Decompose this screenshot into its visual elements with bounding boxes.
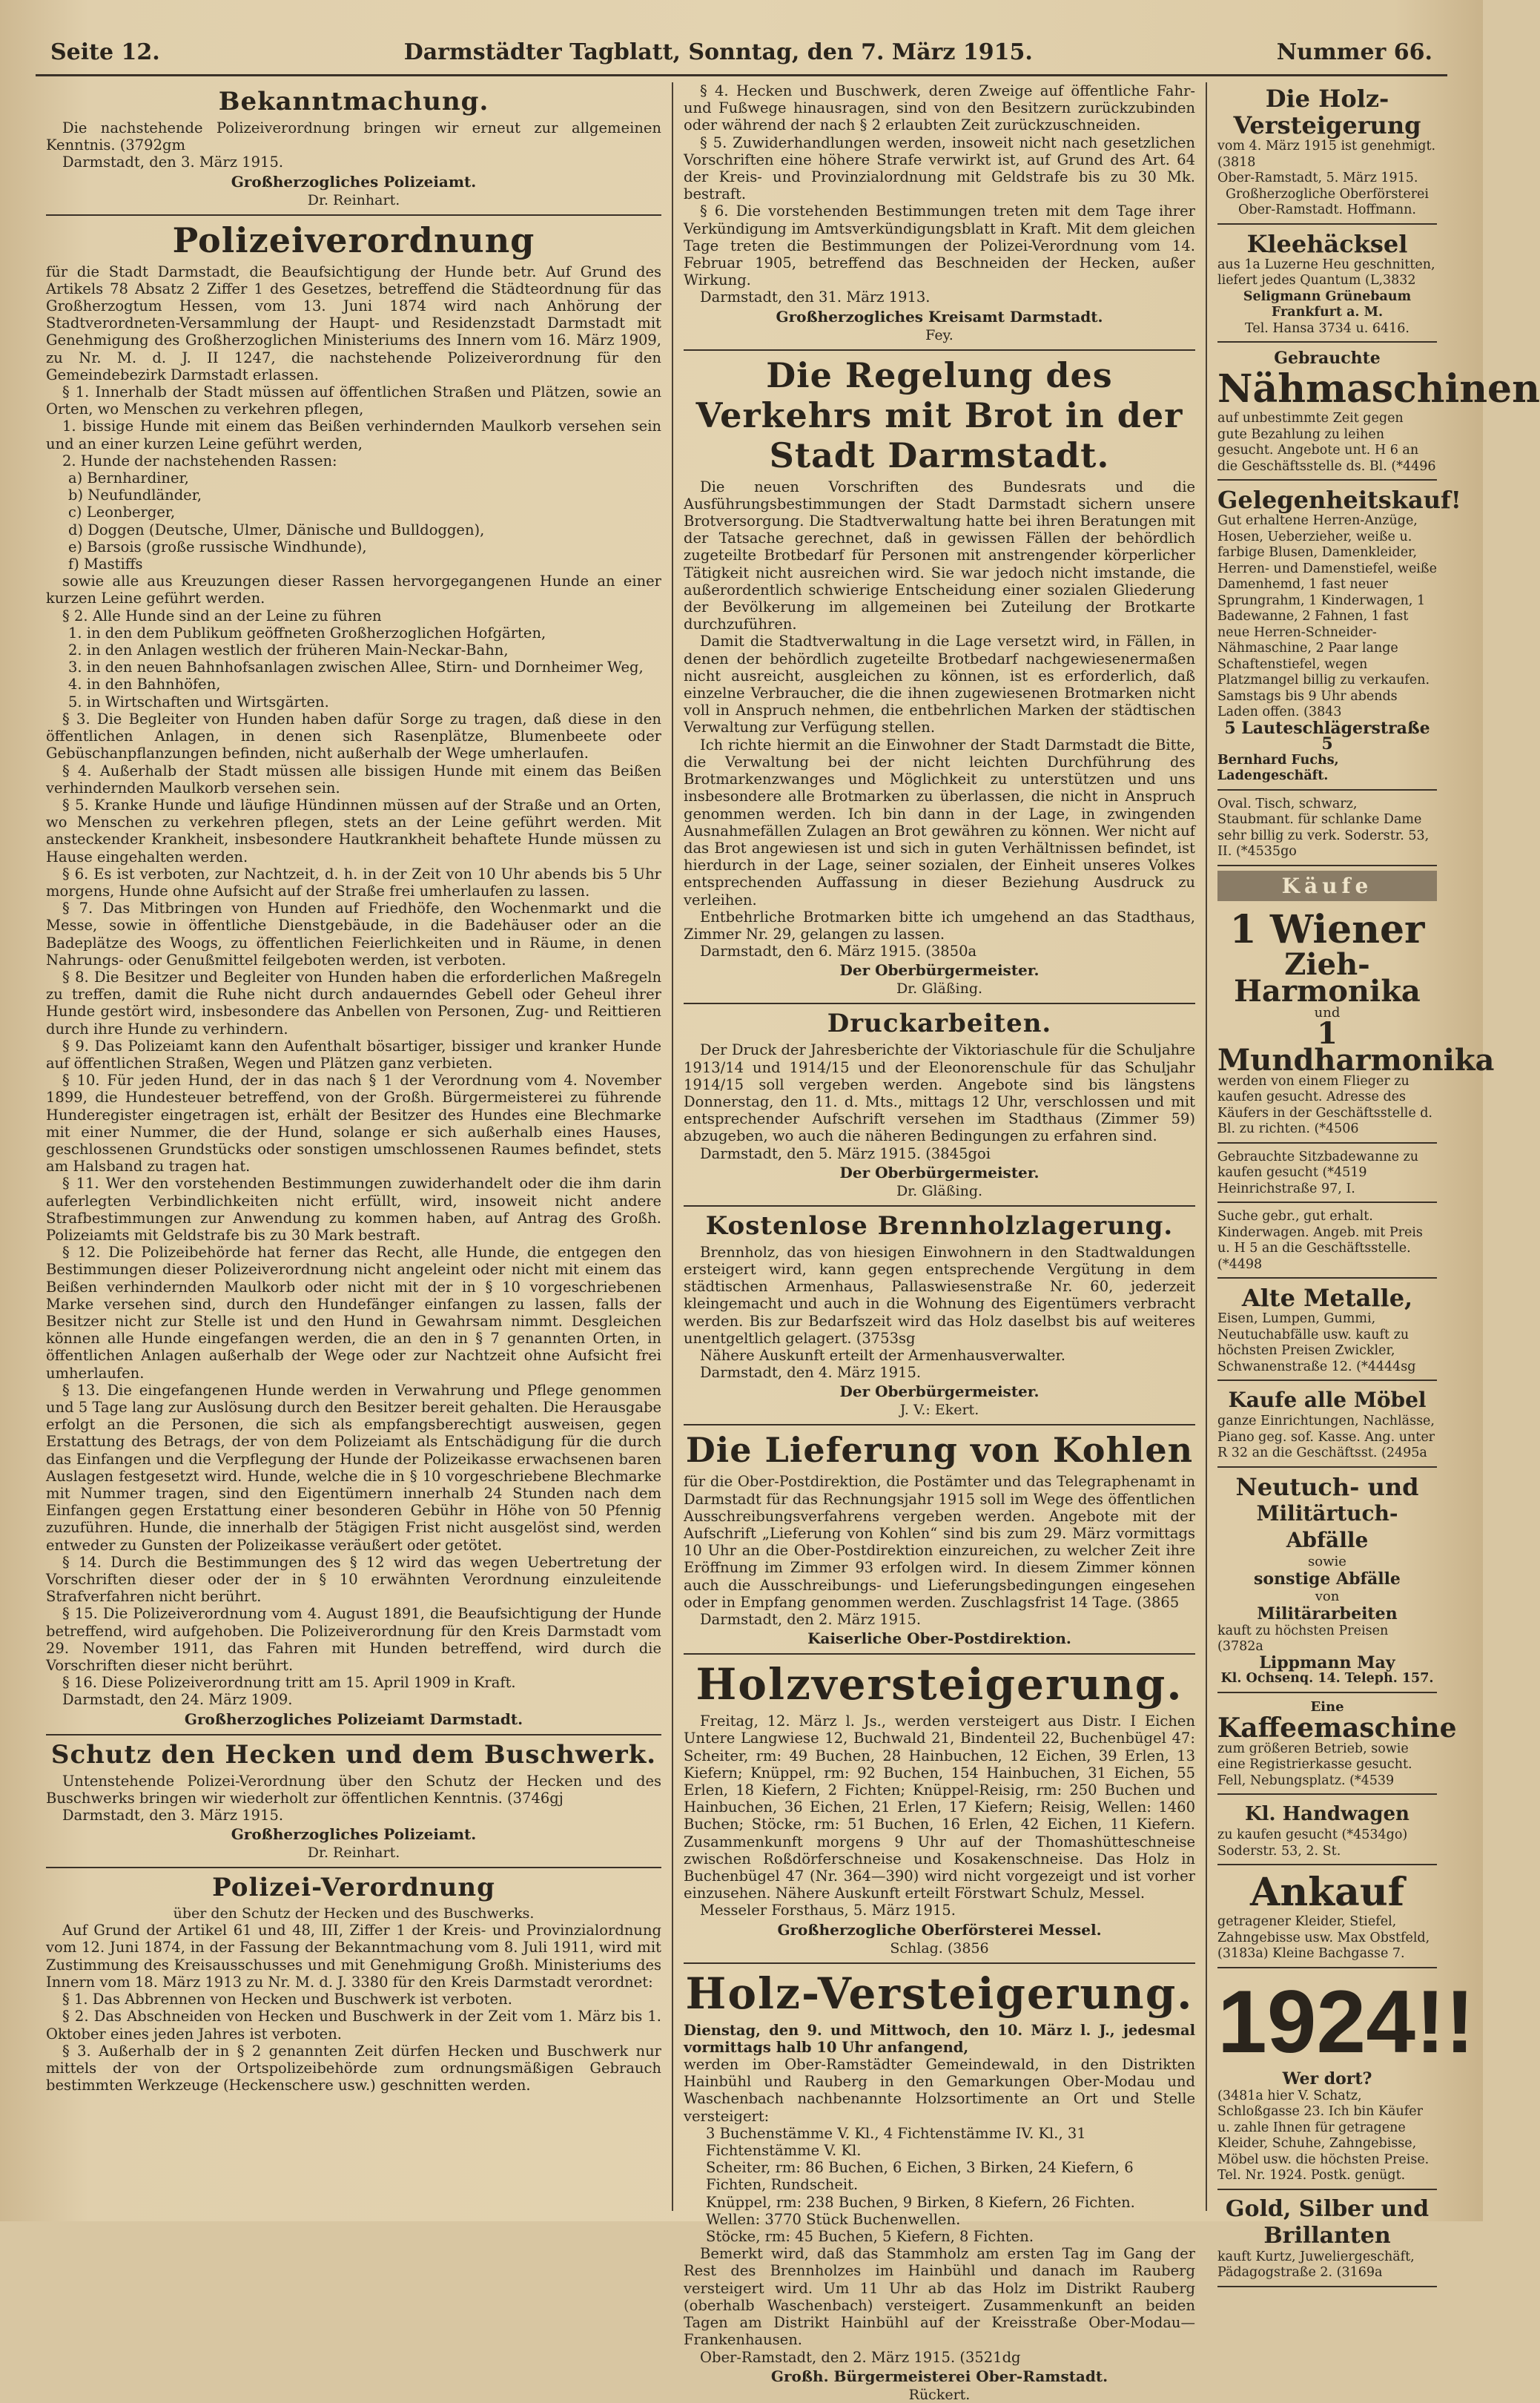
ad-line: sonstige Abfälle: [1254, 1569, 1401, 1589]
ad-line: von: [1315, 1588, 1340, 1604]
columns: [36, 82, 1540, 2403]
list-item: Stöcke, rm: 45 Buchen, 5 Kiefern, 8 Fichten.: [706, 2228, 1034, 2246]
article-intro: für die Stadt Darmstadt, die Beaufsichtigung der Hunde betr. Auf Grund des Artikels 78 Absatz 2 Ziffer 1 des Gesetzes, betreffend die Städteordnung für das Großherzogtum Hessen, vom 13. Juni 1874 wird nach Anhörung der Stadtverordneten-Versammlung der Haupt- und Residenzstadt Darmstadt mit Genehmigung des Großherzoglichen Ministeriums des Innern vom 16. März 1909, zu Nr. M. d. J. II 1247, die nachstehende Polizeiverordnung für den Gemeindebezirk Darmstadt erlassen.: [46, 263, 661, 383]
ad-1924: [1217, 1971, 1475, 2190]
breed-list: [68, 469, 661, 573]
ad-line: Militärarbeiten: [1257, 1603, 1398, 1624]
section-1: § 1. Das Abbrennen von Hecken und Buschwerk ist verboten.: [62, 1991, 512, 2008]
issue-number: Nummer 66.: [1276, 39, 1432, 65]
signature: Großherzogliche Oberförsterei Messel.: [777, 1920, 1102, 1939]
article-date: Darmstadt, den 5. März 1915. (3845goi: [700, 1144, 991, 1162]
ad-title: Kaufe alle Möbel: [1228, 1388, 1427, 1412]
newspaper-title: Darmstädter Tagblatt, Sonntag, den 7. März 1915.: [403, 39, 1033, 65]
article-bekanntmachung: [46, 87, 661, 208]
ad-moebel: [1217, 1384, 1437, 1468]
ad-address: Kl. Ochsenq. 14. Teleph. 157.: [1220, 1671, 1434, 1686]
ad-line: 1 Wiener: [1229, 906, 1425, 952]
section-banner-kaeufe: Käufe: [1217, 871, 1437, 901]
signature: Großherzogliches Kreisamt Darmstadt.: [776, 307, 1103, 326]
article-date: Darmstadt, den 24. März 1909.: [62, 1691, 293, 1709]
ad-title: Gelegenheitskauf!: [1217, 486, 1461, 514]
divider: [684, 1003, 1195, 1004]
article-title: Polizeiverordnung: [172, 220, 535, 260]
signature-name: Fey.: [925, 326, 954, 343]
article-title: Die Lieferung von Kohlen: [685, 1430, 1194, 1471]
wood-list: [706, 2125, 1195, 2245]
list-item: d) Doggen (Deutsche, Ulmer, Dänische und Bulldoggen),: [68, 521, 485, 538]
list-item: 3 Buchenstämme V. Kl., 4 Fichtenstämme IV. Kl., 31 Fichtenstämme V. Kl.: [706, 2124, 1086, 2160]
ad-title: Ankauf: [1249, 1870, 1405, 1915]
ad-text: zum größeren Betrieb, sowie eine Registrierkasse gesucht. Fell, Nebungsplatz. (*4539: [1217, 1741, 1412, 1788]
signature-name: Dr. Gläßing.: [896, 1182, 983, 1199]
article-text: Freitag, 12. März l. Js., werden versteigert aus Distr. I Eichen Untere Langwiese 12, Buchwald 21, Bindenteil 22, Buchenbügel 47: Scheiter, rm: 49 Buchen, 28 Hainbuchen, 12 Eichen, 39 Erlen, 13 Kiefern; Knüppel, rm: 92 Buchen, 154 Hainbuchen, 31 Eichen, 55 Erlen, 18 Kiefern, 2 Fichten; Knüppel-Reisig, rm: 250 Buchen und Hainbuchen, 36 Eichen, 21 Erlen, 17 Kiefern; Reisig, Wellen: 1460 Buchen; Stöcke, rm: 51 Buchen, 16 Erlen, 42 Eichen, 11 Kiefern. Zusammenkunft morgens 9 Uhr auf der Thomashütteschneise zwischen Roßdörferschneise und Kosakenschneise. Das Holz in Buchenbügel 47 (Nr. 364—390) wird nicht vorgezeigt und ist vorher einzusehen. Nähere Auskunft erteilt Förstwart Schulz, Messel.: [684, 1713, 1195, 1902]
ad-holz-versteigerung: [1217, 82, 1437, 225]
ad-title: Alte Metalle,: [1241, 1284, 1413, 1312]
article-text: Die nachstehende Polizeiverordnung bringen wir erneut zur allgemeinen Kenntnis. (3792gm: [46, 119, 661, 154]
ad-title: Die Holz-Versteigerung: [1233, 85, 1421, 139]
ad-text: zu kaufen gesucht (*4534go) Soderstr. 53, 2. St.: [1217, 1827, 1408, 1859]
section-11: § 11. Wer den vorstehenden Bestimmungen zuwiderhandelt oder die ihm darin auferlegten Verbindlichkeiten nicht erfüllt, wird, insoweit nicht andere Strafbestimmungen zur Anwendung zu kommen haben, auf Antrag des Großh. Polizeiamts mit Geldstrafe bis zu 30 Mark bestraft.: [46, 1175, 661, 1244]
article-date: Ober-Ramstadt, den 2. März 1915. (3521dg: [700, 2348, 1021, 2366]
list-item: f) Mastiffs: [68, 556, 143, 573]
ad-kaffeemaschine: [1217, 1696, 1457, 1796]
divider: [684, 1424, 1195, 1425]
ad-line: sowie: [1308, 1553, 1346, 1569]
article-title: Schutz den Hecken und dem Buschwerk.: [50, 1739, 657, 1770]
page-number: Seite 12.: [50, 39, 160, 65]
ad-text: aus 1a Luzerne Heu geschnitten, liefert jedes Quantum (L,3832: [1217, 257, 1435, 288]
ad-kleehaecksel: [1217, 228, 1437, 343]
article-text: für die Ober-Postdirektion, die Postämter und das Telegraphenamt in Darmstadt für das Rechnungsjahr 1915 soll im Wege des öffentlichen Ausschreibungsverfahrens vergeben werden. Angebote mit der Aufschrift „Lieferung von Kohlen“ sind bis zum 29. März vormittags 10 Uhr an die Ober-Postdirektion einzureichen, zu welcher Zeit ihre Eröffnung im Zimmer 93 erfolgen wird. In diesem Zimmer können auch die Ausschreibungs- und Lieferungsbedingungen eingesehen oder in Empfang genommen werden. Zuschlagsfrist 14 Tage. (3865: [684, 1473, 1195, 1611]
list-item: e) Barsois (große russische Windhunde),: [68, 538, 367, 556]
section-6: § 6. Es ist verboten, zur Nachtzeit, d. h. in der Zeit von 10 Uhr abends bis 5 Uhr morgens, Hunde ohne Aufsicht auf der Straße frei umherlaufen zu lassen.: [46, 865, 661, 900]
article-title: Holzversteigerung.: [695, 1659, 1183, 1710]
ad-naehmaschinen: [1217, 346, 1540, 481]
ad-text: ganze Einrichtungen, Nachlässe, Piano geg. sof. Kasse. Ang. unter R 32 an die Geschäftsst. (2495a: [1217, 1414, 1435, 1460]
ad-sitzbadewanne: [1217, 1147, 1437, 1204]
article-text: Die neuen Vorschriften des Bundesrats und die Ausführungsbestimmungen der Stadt Darmstadt sichern unsere Brotversorgung. Die Stadtverwaltung hatte bei ihren Beratungen mit der Tatsache gerechnet, daß in gewissen Fällen der behördlich zugeteilte Brotbedarf für Personen mit anstrengender körperlicher Tätigkeit nicht ausreichen wird. Sie war jedoch nicht imstande, die außerordentlich schwierige Entscheidung einer sozialen Gliederung der Bevölkerung im allgemeinen bei Zuteilung der Brotkarte durchzuführen.: [684, 478, 1195, 633]
ad-firm: Seligmann Grünebaum Frankfurt a. M.: [1243, 289, 1412, 320]
signature: Der Oberbürgermeister.: [839, 961, 1040, 980]
list-item: Wellen: 3770 Stück Buchenwellen.: [706, 2210, 961, 2228]
section-1b: 2. Hunde der nachstehenden Rassen:: [62, 452, 337, 469]
ad-line: und: [1314, 1004, 1341, 1021]
ad-pretitle: Gebrauchte: [1274, 349, 1381, 368]
signature-name: J. V.: Ekert.: [899, 1402, 979, 1419]
ad-text: Suche gebr., gut erhalt. Kinderwagen. Angeb. mit Preis u. H 5 an die Geschäftsstelle. (*4498: [1217, 1209, 1423, 1272]
section-1c: sowie alle aus Kreuzungen dieser Rassen hervorgegangenen Hunde an einer kurzen Leine geführt werden.: [46, 573, 661, 607]
ad-line: 1 Mundharmonika: [1217, 1015, 1495, 1078]
article-title: Bekanntmachung.: [218, 87, 489, 116]
divider: [684, 1205, 1195, 1207]
section-2: § 2. Alle Hunde sind an der Leine zu führen: [62, 607, 382, 624]
ad-text: kauft Kurtz, Juweliergeschäft, Pädagogstraße 2. (3169a: [1217, 2249, 1415, 2280]
article-text: Untenstehende Polizei-Verordnung über den Schutz der Hecken und des Buschwerks bringen wir wiederholt zur öffentlichen Kenntnis. (3746gj: [46, 1772, 661, 1807]
ad-text: kauft zu höchsten Preisen (3782a: [1217, 1623, 1389, 1654]
article-holz-versteigerung-2: [684, 1968, 1195, 2403]
article-date: Darmstadt, den 4. März 1915.: [700, 1364, 922, 1382]
ad-address: 5 Lauteschlägerstraße 5: [1224, 718, 1430, 754]
ad-text: getragener Kleider, Stiefel, Zahngebisse usw. Max Obstfeld, (3183a) Kleine Bachgasse 7.: [1217, 1914, 1430, 1961]
section-4: § 4. Hecken und Buschwerk, deren Zweige auf öffentliche Fahr- und Fußwege hinausragen, sind von den Besitzern zurückzubinden oder während der nach § 2 erlaubten Zeit zurückzuschneiden.: [684, 82, 1195, 134]
column-3-ads: [1207, 82, 1540, 2280]
ad-pretitle: Eine: [1310, 1698, 1344, 1715]
divider: [684, 1962, 1195, 1964]
article-title: Die Regelung des Verkehrs mit Brot in der Stadt Darmstadt.: [695, 355, 1183, 475]
article-lead: Dienstag, den 9. und Mittwoch, den 10. März l. J., jedesmal vormittags halb 10 Uhr anfangend,: [684, 2021, 1195, 2056]
list-item: 4. in den Bahnhöfen,: [68, 676, 221, 693]
article-text: Brennholz, das von hiesigen Einwohnern in den Stadtwaldungen ersteigert wird, kann gegen entsprechende Vergütung in dem städtischen Armenhaus, Pallaswiesenstraße Nr. 60, jederzeit kleingemacht und auch in die Wohnung des Eigentümers verbracht werden. Bis zur Bedarfszeit wird das Holz daselbst bis auf weiteres unentgeltlich gelagert. (3753sg: [684, 1243, 1195, 1347]
section-8: § 8. Die Besitzer und Begleiter von Hunden haben die erforderlichen Maßregeln zu treffen, damit die Ruhe nicht durch andauerndes Gebell oder Geheul ihrer Hunde gestört wird, insbesondere das Anbellen von Personen, Zug- und Reittieren durch ihre Hunde zu verhindern.: [46, 968, 661, 1038]
ad-title: Nähmaschinen: [1217, 366, 1540, 412]
article-polizeiverordnung: [46, 220, 661, 1728]
article-title: Druckarbeiten.: [827, 1009, 1052, 1039]
section-1a: 1. bissige Hunde mit einem das Beißen verhindernden Maulkorb versehen sein und an einer kurzen Leine geführt werden,: [46, 418, 661, 452]
section-7: § 7. Das Mitbringen von Hunden auf Friedhöfe, den Wochenmarkt und die Messe, sowie in öffentliche Dienstgebäude, in die Badehäuser oder an die Badeplätze des Woogs, zu öffentlichen Feierlichkeiten und in Räume, in denen Nahrungs- oder Genußmittel feilgeboten werden, ist verboten.: [46, 900, 661, 969]
ad-title: Kaffeemaschine: [1217, 1712, 1457, 1744]
section-12: § 12. Die Polizeibehörde hat ferner das Recht, alle Hunde, die entgegen den Bestimmungen dieser Polizeiverordnung nicht angeleint oder nicht mit einem das Beißen verhindernden Maulkorb oder nicht mit der in § 10 vorgeschriebenen Marke versehen sind, durch den Hundefänger einfangen zu lassen, falls der Besitzer nicht zur Stelle ist und den Hund in Gewahrsam nimmt. Desgleichen können alle Hunde eingefangen werden, die an den in § 7 genannten Orten, in öffentlichen Anlagen außerhalb der Wege oder zur Nachtzeit ohne Aufsicht frei umherlaufen.: [46, 1244, 661, 1382]
article-text: Bemerkt wird, daß das Stammholz am ersten Tag im Gang der Rest des Brennholzes im Hainbühl und danach im Rauberg versteigert wird. Um 11 Uhr ab das Holz im Distrikt Rauberg (oberhalb Waschenbach) versteigert. Zusammenkunft an beiden Tagen am Distrikt Hainbühl auf der Kreisstraße Ober-Modau—Frankenhausen.: [684, 2245, 1195, 2349]
article-date: Darmstadt, den 3. März 1915.: [62, 1807, 284, 1824]
article-brot: [684, 355, 1195, 998]
article-druckarbeiten: [684, 1009, 1195, 1199]
ad-phone: Tel. Hansa 3734 u. 6416.: [1245, 320, 1410, 336]
section-2: § 2. Das Abschneiden von Hecken und Buschwerk in der Zeit vom 1. März bis 1. Oktober eines jeden Jahres ist verboten.: [46, 2008, 661, 2043]
ad-text: Gut erhaltene Herren-Anzüge, Hosen, Ueberzieher, weiße u. farbige Blusen, Damenkleider, Herren- und Damenstiefel, weiße Damenhemd, 1 fast neuer Sprungrahm, 1 Kinderwagen, 1 Badewanne, 2 Fahnen, 1 fast neue Herren-Schneider-Nähmaschine, 2 Paar lange Schaftenstiefel, wegen Platzmangel billig zu verkaufen. Samstags bis 9 Uhr abends Laden offen. (3843: [1217, 513, 1437, 719]
section-5: § 5. Kranke Hunde und läufige Hündinnen müssen auf der Straße und an Orten, wo Menschen zu verkehren pflegen, stets an der Leine geführt werden. Mit ansteckender Krankheit, insbesondere Hautkrankheit behaftete Hunde müssen zu Hause eingehalten werden.: [46, 796, 661, 866]
ad-text: auf unbestimmte Zeit gegen gute Bezahlung zu leihen gesucht. Angebote unt. H 6 an die Geschäftsstelle ds. Bl. (*4496: [1217, 411, 1436, 474]
list-item: 1. in den dem Publikum geöffneten Großherzoglichen Hofgärten,: [68, 624, 546, 642]
ad-text: werden von einem Flieger zu kaufen gesucht. Adresse des Käufers in der Geschäftsstelle d. Bl. zu richten. (*4506: [1217, 1073, 1432, 1136]
ad-title: Gold, Silber und Brillanten: [1225, 2195, 1430, 2249]
signature: Großherzogliches Polizeiamt.: [231, 172, 477, 191]
section-4: § 4. Außerhalb der Stadt müssen alle bissigen Hunde mit einem das Beißen verhindernden Maulkorb versehen sein.: [46, 762, 661, 797]
signature-name: Rückert.: [908, 2386, 971, 2403]
ad-gold-silber: [1217, 2193, 1437, 2287]
section-13: § 13. Die eingefangenen Hunde werden in Verwahrung und Pflege genommen und 5 Tage lang zur Auslösung durch den Besitzer bereit gehalten. Die Herausgabe erfolgt an die Personen, die sich als empfangsberechtigt ausweisen, gegen Erstattung des Betrags, der von dem Polizeiamt als Entschädigung für die durch das Einfangen und die Verpflegung der Hunde der Polizeikasse erwachsenen baren Auslagen festgesetzt wird. Hunde, welche die in § 10 vorgeschriebene Blechmarke mit Nummer tragen, sind den Eigentümern innerhalb 24 Stunden nach dem Einfangen gegen Erstattung einer besonderen Gebühr in Höhe von 50 Pfennig zuzuführen. Hunde, die innerhalb der 5tägigen Frist nicht ausgelöst sind, werden entweder zu Gunsten der Polizeikasse veräußert oder getötet.: [46, 1381, 661, 1554]
places-list: [68, 624, 661, 711]
list-item: Scheiter, rm: 86 Buchen, 6 Eichen, 3 Birken, 24 Kiefern, 6 Fichten, Rundscheit.: [706, 2159, 1134, 2194]
article-text: werden im Ober-Ramstädter Gemeindewald, in den Distrikten Hainbühl und Rauberg in den Gemarkungen Ober-Modau und Waschenbach nachbenannte Holzsortimente an Ort und Stelle versteigert:: [684, 2056, 1195, 2125]
ad-line: Militärtuch-Abfälle: [1256, 1500, 1398, 1552]
section-3: § 3. Außerhalb der in § 2 genannten Zeit dürfen Hecken und Buschwerk nur mittels der von der Ortspolizeibehörde zum ordnungsmäßigen Gebrauch bestimmten Werkzeuge (Heckenschere usw.) geschnitten werden.: [46, 2042, 661, 2094]
article-text: Auf Grund der Artikel 61 und 48, III, Ziffer 1 der Kreis- und Provinzialordnung vom 12. Juni 1874, in der Fassung der Bekanntmachung vom 8. Juli 1911, wird mit Zustimmung des Kreisausschusses und mit Genehmigung Großh. Ministeriums des Innern vom 18. März 1913 zu Nr. M. d. J. 3380 für den Kreis Darmstadt verordnet:: [46, 1922, 661, 1991]
list-item: 2. in den Anlagen westlich der früheren Main-Neckar-Bahn,: [68, 642, 509, 659]
article-polizei-verordnung-hecken: [46, 1873, 661, 2094]
article-kohlen: [684, 1430, 1195, 1647]
ad-line: Zieh-Harmonika: [1234, 946, 1421, 1009]
article-brennholz: [684, 1211, 1195, 1419]
signature: Kaiserliche Ober-Postdirektion.: [807, 1629, 1071, 1648]
section-5: § 5. Zuwiderhandlungen werden, insoweit nicht nach gesetzlichen Vorschriften eine höhere Strafe verwirkt ist, auf Grund des Art. 64 der Kreis- und Provinzialordnung mit Geldstrafe bis zu 30 Mk. bestraft.: [684, 134, 1195, 203]
column-1: [36, 82, 673, 2211]
divider: [684, 1653, 1195, 1655]
article-text: Entbehrliche Brotmarken bitte ich umgehend an das Stadthaus, Zimmer Nr. 29, gelangen zu lassen.: [684, 908, 1195, 943]
divider: [46, 1734, 661, 1736]
article-text: Ich richte hiermit an die Einwohner der Stadt Darmstadt die Bitte, die Verwaltung bei der nicht leichten Durchführung des Brotmarkenzwanges und Möglichkeit zu unterstützen und uns insbesondere alle Brotmarken zu überlassen, die nicht in Anspruch genommen werden. Ich bin dann in der Lage, in zwingenden Ausnahmefällen Zulagen an Brot gewähren zu können. Wer nicht auf das Brot angewiesen ist und sich in guten Verhältnissen befindet, ist hierdurch in der Lage, seiner sozialen, der Einheit unseres Volkes entsprechenden Auffassung in dieser Beziehung Ausdruck zu verleihen.: [684, 736, 1195, 909]
article-date: Darmstadt, den 31. März 1913.: [700, 289, 931, 306]
article-text: Der Druck der Jahresberichte der Viktoriaschule für die Schuljahre 1913/14 und 1914/15 und der Eleonorenschule für das Schuljahr 1914/15 soll vergeben werden. Angebote sind bis längstens Donnerstag, den 11. d. Mts., mittags 12 Uhr, verschlossen und mit entsprechender Aufschrift versehen im Stadthaus (Zimmer 59) abzugeben, wo auch die näheren Bedingungen zu erfahren sind.: [684, 1041, 1195, 1145]
section-16: § 16. Diese Polizeiverordnung tritt am 15. April 1909 in Kraft.: [62, 1674, 516, 1692]
signature-name: Dr. Gläßing.: [896, 980, 983, 998]
ad-date: Ober-Ramstadt, 5. März 1915.: [1217, 171, 1418, 185]
signature: Großh. Bürgermeisterei Ober-Ramstadt.: [770, 2367, 1108, 2385]
section-9: § 9. Das Polizeiamt kann den Aufenthalt bösartiger, bissiger und kranker Hunde auf öffentlichen Straßen, Wegen und Plätzen ganz verbieten.: [46, 1037, 661, 1072]
ad-firm: Bernhard Fuchs, Ladengeschäft.: [1217, 752, 1339, 783]
divider: [46, 1867, 661, 1868]
ad-neutuch: [1217, 1471, 1437, 1693]
article-hecken-continued: [684, 82, 1195, 343]
section-14: § 14. Durch die Bestimmungen des § 12 wird das wegen Uebertretung der Vorschriften dieser oder der in § 10 erwähnten Verordnung einzuleitende Strafverfahren nicht berührt.: [46, 1553, 661, 1606]
divider: [46, 214, 661, 216]
list-item: b) Neufundländer,: [68, 487, 202, 504]
ad-line: Neutuch- und: [1235, 1472, 1419, 1501]
signature-name: Dr. Reinhart.: [307, 191, 400, 208]
section-1: § 1. Innerhalb der Stadt müssen auf öffentlichen Straßen und Plätzen, sowie an Orten, wo Menschen zu verkehren pflegen,: [46, 383, 661, 418]
list-item: Knüppel, rm: 238 Buchen, 9 Birken, 8 Kiefern, 26 Fichten.: [706, 2193, 1135, 2211]
signature: Großherzogliches Polizeiamt.: [231, 1825, 477, 1844]
ad-text: Oval. Tisch, schwarz, Staubmant. für schlanke Dame sehr billig zu verk. Soderstr. 53, II. (*4535go: [1217, 796, 1430, 859]
list-item: a) Bernhardiner,: [68, 469, 189, 487]
article-text: Damit die Stadtverwaltung in die Lage versetzt wird, in Fällen, in denen der behördlich zugeteilte Brotbedarf nachgewiesenermaßen nicht ausreicht, ausgleichen zu können, ist es erforderlich, daß einzelne Verbraucher, die die ihnen zugewiesenen Brotmarken nicht voll in Anspruch nehmen, die entbehrlichen Marken der städtischen Verwaltung zur Verfügung stellen.: [684, 633, 1195, 736]
ad-alte-metalle: [1217, 1282, 1437, 1381]
ad-ankauf: [1217, 1868, 1437, 1968]
signature: Großherzogliches Polizeiamt Darmstadt.: [184, 1710, 523, 1728]
ad-tisch: [1217, 794, 1437, 866]
section-15: § 15. Die Polizeiverordnung vom 4. August 1891, die Beaufsichtigung der Hunde betreffend, wird aufgehoben. Die Polizeiverordnung für den Kreis Darmstadt vom 29. November 1911, das Fahren mit Hunden betreffend, wird durch die Vorschriften dieser nicht berührt.: [46, 1605, 661, 1675]
ad-text: Eisen, Lumpen, Gummi, Neutuchabfälle usw. kauft zu höchsten Preisen Zwickler, Schwanenstraße 12. (*4444sg: [1217, 1311, 1416, 1374]
ad-gelegenheitskauf: [1217, 484, 1461, 791]
ad-text: vom 4. März 1915 ist genehmigt. (3818: [1217, 139, 1436, 170]
article-title: Holz-Versteigerung.: [685, 1968, 1194, 2019]
ad-harmonika: [1217, 906, 1495, 1144]
ad-kinderwagen: [1217, 1206, 1437, 1279]
article-title: Polizei-Verordnung: [212, 1873, 495, 1903]
article-date: Darmstadt, den 2. März 1915.: [700, 1611, 922, 1628]
section-10: § 10. Für jeden Hund, der in das nach § 1 der Verordnung vom 4. November 1899, die Hundesteuer betreffend, von der Großh. Bürgermeisterei zu führende Hunderegister eingetragen ist, erhält der Besitzer des Hundes eine Blechmarke mit einer Nummer, die der Hund, solange er sich außerhalb eines Hauses, geschlossenen Grundstücks oder sonstigen umschlossenen Raumes befindet, stets am Halsband zu tragen hat.: [46, 1072, 661, 1176]
article-date: Darmstadt, den 6. März 1915. (3850a: [700, 943, 977, 960]
divider: [684, 349, 1195, 351]
ad-question: Wer dort?: [1282, 2069, 1372, 2089]
article-hecken: [46, 1740, 661, 1862]
ad-title: Kleehäcksel: [1246, 229, 1408, 258]
section-6: § 6. Die vorstehenden Bestimmungen treten mit dem Tage ihrer Verkündigung im Amtsverkündigungsblatt in Kraft. Mit dem gleichen Tage treten die Bestimmungen der Polizei-Verordnung vom 14. Februar 1905, betreffend das Beschneiden der Hecken, außer Wirkung.: [684, 202, 1195, 289]
section-3: § 3. Die Begleiter von Hunden haben dafür Sorge zu tragen, daß diese in den öffentlichen Anlagen, in denen sich Rasenplätze, Blumenbeete oder Gebüschanpflanzungen befinden, nicht außerhalb der Wege umherlaufen.: [46, 710, 661, 762]
article-holzversteigerung: [684, 1659, 1195, 1956]
list-item: 3. in den neuen Bahnhofsanlagen zwischen Allee, Stirn- und Dornheimer Weg,: [68, 659, 644, 676]
article-date: Messeler Forsthaus, 5. März 1915.: [700, 1902, 956, 1919]
signature: Der Oberbürgermeister.: [839, 1382, 1040, 1401]
column-2: [673, 82, 1207, 2403]
article-text: Nähere Auskunft erteilt der Armenhausverwalter.: [700, 1346, 1065, 1364]
article-subtitle: über den Schutz der Hecken und des Buschwerks.: [173, 1905, 535, 1922]
ad-handwagen: [1217, 1798, 1437, 1865]
ad-title: Kl. Handwagen: [1245, 1803, 1410, 1825]
list-item: c) Leonberger,: [68, 504, 176, 521]
ad-firm: Lippmann May: [1259, 1652, 1395, 1672]
article-date: Darmstadt, den 3. März 1915.: [62, 154, 284, 171]
signature-name: Schlag. (3856: [890, 1939, 989, 1957]
signature-name: Dr. Reinhart.: [307, 1845, 400, 1862]
ad-title: 1924!!: [1217, 1971, 1475, 2071]
masthead: [36, 37, 1447, 76]
ad-text: Gebrauchte Sitzbadewanne zu kaufen gesucht (*4519 Heinrichstraße 97, I.: [1217, 1149, 1419, 1196]
article-title: Kostenlose Brennholzlagerung.: [705, 1210, 1174, 1241]
signature: Der Oberbürgermeister.: [839, 1163, 1040, 1181]
ad-text: (3481a hier V. Schatz, Schloßgasse 23. Ich bin Käufer u. zahle Ihnen für getragene Kleider, Schuhe, Zahngebisse, Möbel usw. die höchsten Preise. Tel. Nr. 1924. Postk. genügt.: [1217, 2088, 1430, 2183]
list-item: 5. in Wirtschaften und Wirtsgärten.: [68, 693, 329, 711]
ad-signature: Großherzogliche Oberförsterei Ober-Ramstadt. Hoffmann.: [1225, 186, 1430, 217]
